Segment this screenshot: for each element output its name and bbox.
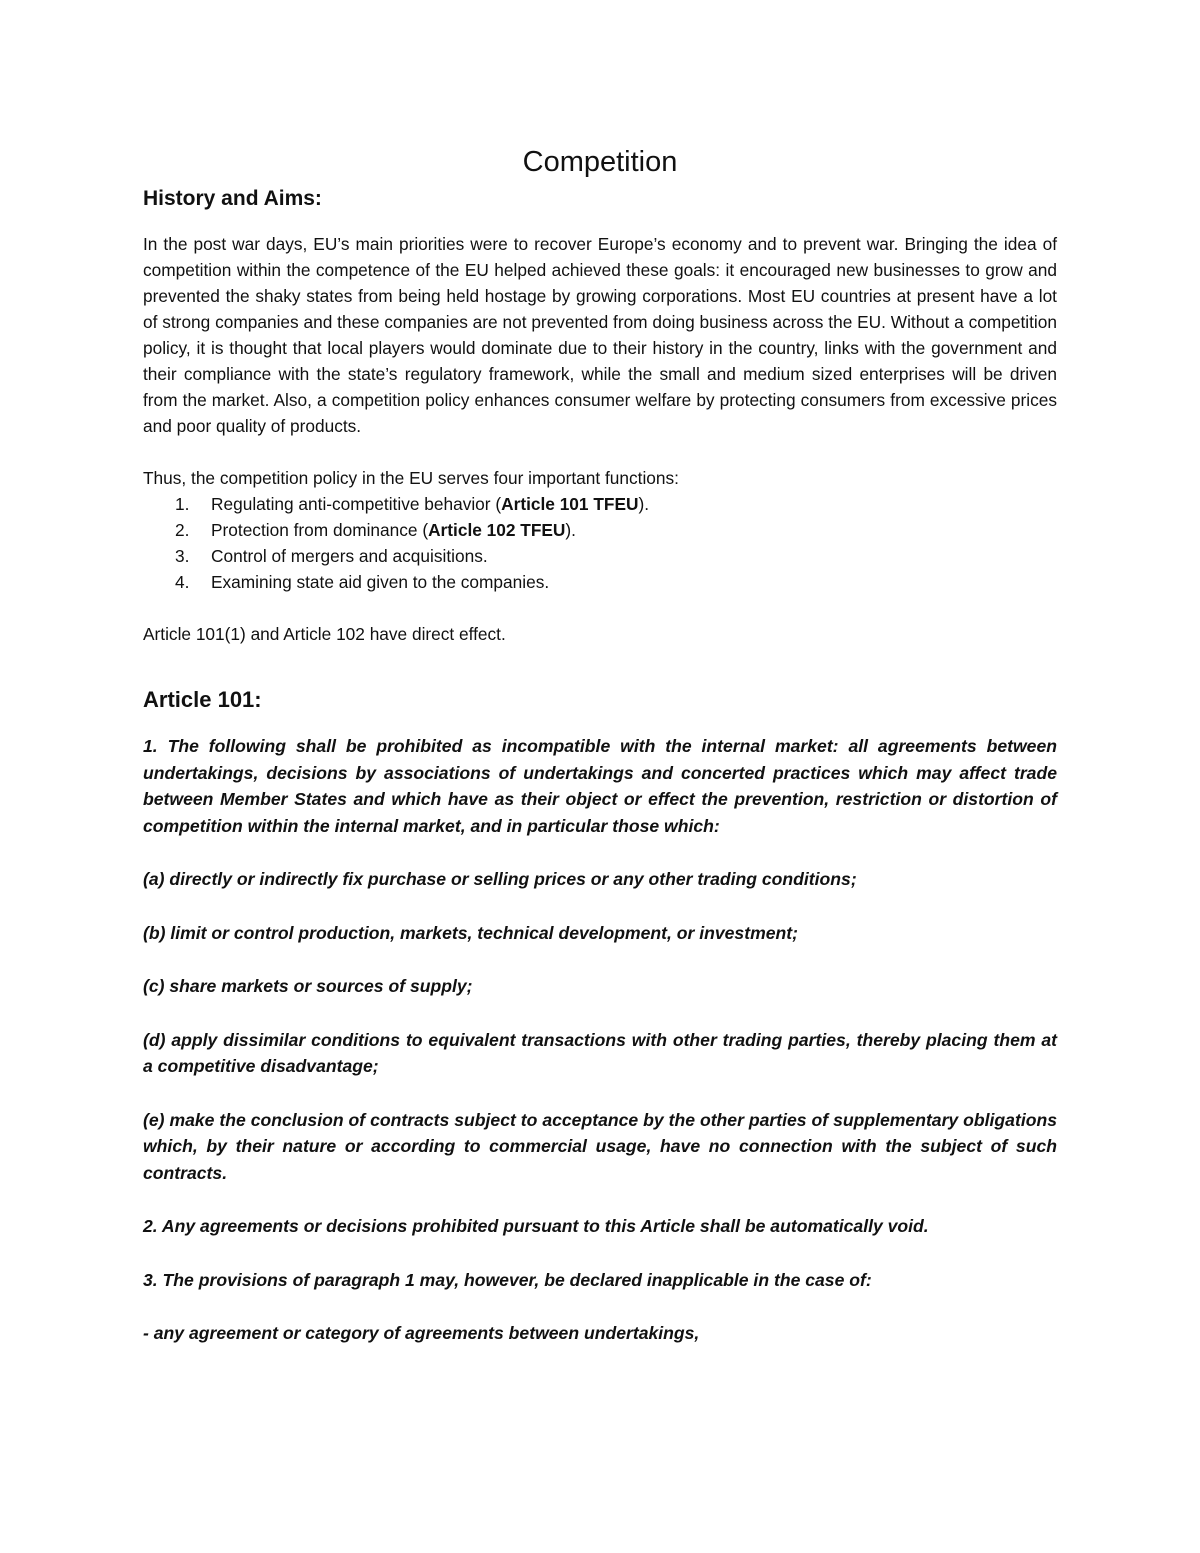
article-point-b: (b) limit or control production, markets, technical development, or investment;	[143, 922, 798, 943]
list-item-tail: ).	[565, 520, 576, 540]
treaty-reference: Article 102 TFEU	[428, 520, 566, 540]
list-item-text: Control of mergers and acquisitions.	[211, 546, 488, 566]
document-content	[143, 142, 1057, 1347]
direct-effect-note: Article 101(1) and Article 102 have direct effect.	[143, 624, 506, 644]
page-title: Competition	[522, 146, 678, 178]
treaty-reference: Article 101 TFEU	[501, 494, 639, 514]
list-item-number: 1.	[175, 494, 190, 514]
list-item-number: 3.	[175, 546, 190, 566]
list-item-number: 2.	[175, 520, 190, 540]
intro-paragraph: In the post war days, EU’s main priorities were to recover Europe’s economy and to prevent war. Bringing the idea of competition within the competence of the EU helped achieved these goals: it encouraged new businesses to grow and prevented the shaky states from being held hostage by growing corporations. Most EU countries at present have a lot of strong companies and these companies are not prevented from doing business across the EU. Without a competition policy, it is thought that local players would dominate due to their history in the country, links with the government and their compliance with the state’s regulatory framework, while the small and medium sized enterprises will be driven from the market. Also, a competition policy enhances consumer welfare by protecting consumers from excessive prices and poor quality of products.	[143, 234, 1057, 436]
list-item-tail: ).	[638, 494, 650, 514]
article-point-c: (c) share markets or sources of supply;	[143, 976, 473, 996]
list-item-text: Examining state aid given to the companies.	[211, 572, 550, 592]
article-dash-item-1: - any agreement or category of agreements between undertakings,	[143, 1323, 700, 1343]
list-item-number: 4.	[175, 572, 190, 592]
history-heading: History and Aims:	[143, 187, 322, 210]
list-item	[143, 517, 1057, 543]
article-101-heading: Article 101:	[143, 687, 262, 712]
list-item-text: Regulating anti-competitive behavior (	[211, 494, 502, 514]
article-paragraph-1: 1. The following shall be prohibited as incompatible with the internal market: all agreements between undertakings, decisions by associations of undertakings and concerted practices which may affect trade between Member States and which have as their object or effect the prevention, restriction or distortion of competition within the internal market, and in particular those which:	[143, 736, 1057, 836]
list-item	[143, 569, 1057, 595]
article-paragraph-3: 3. The provisions of paragraph 1 may, however, be declared inapplicable in the case of:	[143, 1269, 872, 1290]
functions-list	[143, 491, 1057, 595]
functions-intro: Thus, the competition policy in the EU serves four important functions:	[143, 468, 679, 488]
list-item	[143, 543, 1057, 569]
list-item	[143, 491, 1057, 517]
article-point-a: (a) directly or indirectly fix purchase or selling prices or any other trading conditions;	[143, 869, 857, 889]
list-item-text: Protection from dominance (	[211, 520, 429, 540]
article-point-e: (e) make the conclusion of contracts subject to acceptance by the other parties of supplementary obligations which, by their nature or according to commercial usage, have no connection with the subject of such contracts.	[143, 1109, 1057, 1183]
article-point-d: (d) apply dissimilar conditions to equivalent transactions with other trading parties, thereby placing them at a competitive disadvantage;	[143, 1029, 1057, 1076]
article-paragraph-2: 2. Any agreements or decisions prohibited pursuant to this Article shall be automatically void.	[143, 1216, 929, 1236]
